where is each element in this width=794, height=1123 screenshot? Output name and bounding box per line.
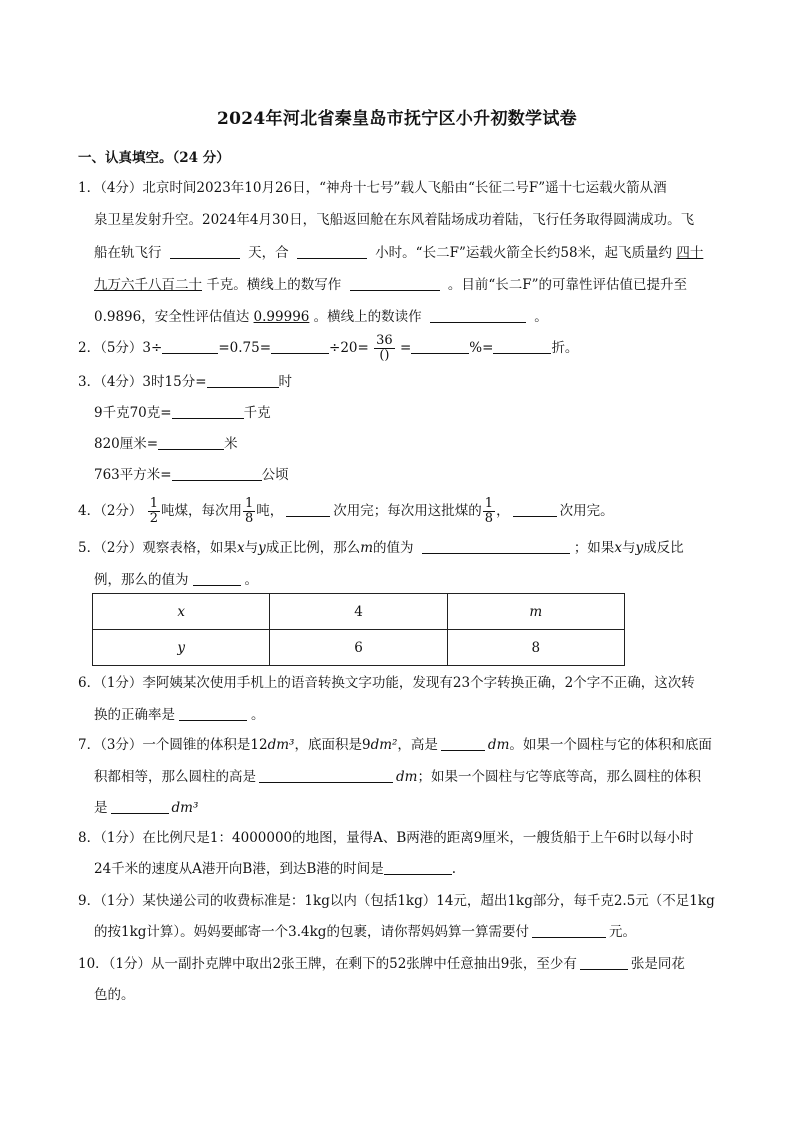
q5-blank-2[interactable] [193, 571, 241, 586]
page-title: 2024年河北省秦皇岛市抚宁区小升初数学试卷 [217, 109, 577, 129]
q3-text: 米 [224, 436, 238, 452]
q7-line-1 [78, 735, 712, 755]
q9-text: 元。 [608, 924, 636, 940]
unit-dm: dm [396, 769, 418, 785]
q7-text: ；如果一个圆柱与它等底等高，那么圆柱的体积 [417, 769, 701, 785]
q1-underlined-number: 四十 [676, 245, 704, 261]
q3-blank-3[interactable] [158, 435, 224, 450]
var-x: x [614, 540, 622, 556]
fraction-denominator: 8 [484, 511, 494, 526]
q8-line-1: 8．（1分）在比例尺是1：4000000的地图，量得A、B两港的距离9厘米，一艘货船于上午6时以每小时 [78, 830, 694, 846]
q1-underlined-number: 九万六千八百二十 [94, 277, 202, 293]
q6-line-1: 6．（1分）李阿姨某次使用手机上的语音转换文字功能，发现有23个字转换正确，2个字不正确，这次转 [78, 675, 695, 691]
unit-dm2: dm² [370, 737, 398, 753]
q7-text: ，底面积是9 [294, 737, 371, 753]
table-cell: 6 [270, 630, 447, 666]
q7-blank-volume[interactable] [111, 799, 169, 814]
table-cell: 4 [270, 594, 447, 630]
q2-text: %= [469, 340, 494, 356]
q4-fraction-3 [483, 497, 495, 526]
q1-line-4 [94, 275, 687, 295]
fraction-numerator: 36 [376, 333, 393, 348]
q3-line-4 [94, 465, 289, 485]
q7-line-2 [94, 767, 701, 787]
q1-text: 。目前“长二F”的可靠性评估值已提升至 [447, 277, 688, 293]
q8-blank[interactable] [384, 860, 452, 875]
q1-text: 船在轨飞行 [94, 245, 162, 261]
q4-line [78, 496, 614, 526]
q1-text: 小时。“长二F”运载火箭全长约58米，起飞质量约 [375, 245, 673, 261]
q4-text: 次用完。 [559, 503, 614, 519]
q2-text: 折。 [551, 340, 579, 356]
q2-fraction [374, 334, 395, 363]
q10-text: 10．（1分）从一副扑克牌中取出2张王牌，在剩下的52张牌中任意抽出9张，至少有 [78, 956, 577, 972]
q1-text: 。横线上的数读作 [313, 309, 422, 325]
q5-text: 成反比 [643, 540, 684, 556]
q5-blank-1[interactable] [422, 539, 570, 554]
q2-blank-2[interactable] [271, 339, 329, 354]
q4-text: 次用完；每次用这批煤的 [333, 503, 482, 519]
q6-text: 换的正确率是 [94, 707, 175, 723]
q5-line-1 [78, 538, 684, 558]
fraction-numerator: 1 [484, 496, 494, 511]
unit-dm3: dm³ [267, 737, 295, 753]
unit-dm: dm [487, 737, 510, 753]
q7-text: ，高是 [397, 737, 438, 753]
fraction-numerator: 1 [245, 496, 254, 511]
q5-line-2 [94, 570, 258, 590]
q6-line-2 [94, 705, 265, 725]
q2-blank-1[interactable] [162, 339, 218, 354]
table-cell: y [93, 630, 270, 666]
q3-blank-1[interactable] [207, 373, 279, 388]
q4-fraction-2 [243, 497, 255, 526]
fraction-denominator: () [379, 348, 390, 363]
q5-text: 的值为 [373, 540, 414, 556]
q5-text: 例，那么的值为 [94, 572, 189, 588]
q3-line-3 [94, 434, 238, 454]
q3-text: 3．（4分）3时15分= [78, 374, 207, 390]
q1-text: 千克。横线上的数写作 [206, 277, 342, 293]
q4-text: 吨， [256, 503, 284, 519]
q5-text: 。 [244, 572, 258, 588]
q1-line-1: 1．（4分）北京时间2023年10月26日，“神舟十七号”载人飞船由“长征二号F”遥十七运载火箭从酒 [78, 180, 667, 196]
q1-underlined-decimal: 0.99996 [253, 309, 310, 325]
q6-text: 。 [251, 707, 265, 723]
q4-text: 吨煤，每次用 [161, 503, 243, 519]
table-row [93, 594, 625, 630]
q5-table [92, 593, 625, 666]
q5-text: 与 [621, 540, 636, 556]
q7-blank-height[interactable] [441, 736, 485, 751]
var-y: y [258, 540, 266, 556]
q10-text: 张是同花 [630, 956, 685, 972]
q9-text: 的按1kg计算）。妈妈要邮寄一个3.4kg的包裹，请你帮妈妈算一算需要付 [94, 924, 529, 940]
q7-text: 积都相等，那么圆柱的高是 [94, 769, 256, 785]
q1-line-5 [94, 307, 548, 327]
q7-text: 7．（3分）一个圆锥的体积是12 [78, 737, 268, 753]
q3-text: 千克 [243, 405, 271, 421]
table-cell: 8 [447, 630, 624, 666]
q4-fraction-1 [148, 497, 160, 526]
fraction-numerator: 1 [149, 496, 159, 511]
table-cell: m [447, 594, 624, 630]
q1-text: 天，合 [248, 245, 289, 261]
q7-line-3 [94, 798, 198, 818]
var-y: y [635, 540, 644, 556]
q5-text: ；如果 [573, 540, 615, 556]
q6-blank[interactable] [179, 706, 247, 721]
q3-blank-2[interactable] [172, 404, 244, 419]
q2-text: 2．（5分）3÷ [78, 340, 163, 356]
q1-line-3 [94, 243, 703, 263]
q7-blank-cylinder-height[interactable] [259, 768, 393, 783]
q2-text: = [399, 340, 412, 356]
q7-text: 是 [94, 800, 108, 816]
fraction-denominator: 8 [245, 511, 254, 526]
q5-text: 成正比例，那么 [265, 540, 361, 556]
q3-text: 9千克70克= [94, 405, 172, 421]
q3-text: 时 [278, 374, 293, 390]
q10-blank[interactable] [580, 955, 628, 970]
q1-line-2: 泉卫星发射升空。2024年4月30日，飞船返回舱在东风着陆场成功着陆，飞行任务取得圆满成功。飞 [94, 212, 695, 228]
var-x: x [236, 540, 245, 556]
q10-line-2: 色的。 [94, 987, 135, 1003]
q1-blank-hours[interactable] [297, 244, 367, 259]
q4-blank-1[interactable] [286, 502, 330, 517]
q7-text: 。如果一个圆柱与它的体积和底面 [509, 737, 712, 753]
q8-text: 24千米的速度从A港开向B港，到达B港的时间是 [94, 861, 384, 877]
q4-text: ， [496, 503, 510, 519]
q4-text: 4．（2分） [78, 503, 143, 519]
q2-text: =0.75= [218, 340, 272, 356]
q4-blank-2[interactable] [513, 502, 557, 517]
q9-line-1: 9．（1分）某快递公司的收费标准是：1kg以内（包括1kg）14元，超出1kg部分，每千克2.5元（不足1kg [78, 893, 715, 909]
section-heading: 一、认真填空。（24 分） [78, 150, 230, 166]
q9-line-2 [94, 922, 636, 942]
fraction-denominator: 2 [149, 511, 159, 526]
q2-text: ÷20= [329, 340, 369, 356]
q2-blank-3[interactable] [411, 339, 469, 354]
table-row [93, 630, 625, 666]
q5-text: 与 [244, 540, 259, 556]
q8-text: . [451, 861, 457, 877]
q3-text: 820厘米= [94, 436, 159, 452]
q3-line-1 [78, 372, 292, 392]
q3-text: 公顷 [261, 467, 289, 483]
q5-text: 5．（2分）观察表格，如果 [78, 540, 237, 556]
q1-text: 0.9896，安全性评估值达 [94, 309, 250, 325]
q1-blank-reading[interactable] [430, 308, 526, 323]
table-cell: x [93, 594, 270, 630]
q2-line [78, 333, 578, 363]
q1-blank-written[interactable] [350, 276, 440, 291]
q8-line-2 [94, 859, 456, 879]
q10-line-1 [78, 954, 685, 974]
var-m: m [360, 540, 374, 556]
q2-blank-4[interactable] [493, 339, 551, 354]
q1-blank-days[interactable] [170, 244, 240, 259]
q9-blank[interactable] [532, 923, 606, 938]
q3-line-2 [94, 403, 271, 423]
q3-blank-4[interactable] [172, 466, 262, 481]
q1-text: 。 [534, 309, 548, 325]
q3-text: 763平方米= [94, 467, 172, 483]
unit-dm3: dm³ [171, 800, 199, 816]
